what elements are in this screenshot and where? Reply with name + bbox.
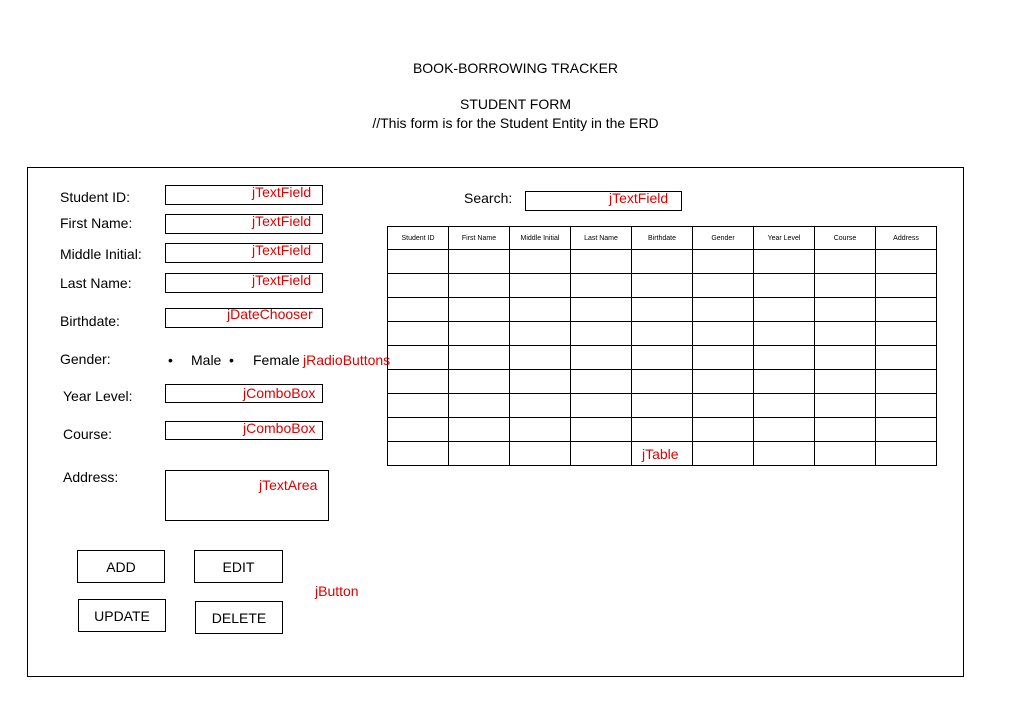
column-header-middle-initial[interactable]: Middle Initial bbox=[510, 227, 571, 250]
table-row[interactable] bbox=[388, 322, 937, 346]
table-cell[interactable] bbox=[876, 370, 937, 394]
table-cell[interactable] bbox=[693, 346, 754, 370]
gender-female-label: Female bbox=[253, 352, 300, 368]
table-cell[interactable] bbox=[510, 274, 571, 298]
table-cell[interactable] bbox=[571, 442, 632, 466]
table-cell[interactable] bbox=[510, 250, 571, 274]
table-header-row bbox=[388, 227, 937, 250]
table-cell[interactable] bbox=[876, 442, 937, 466]
address-label: Address: bbox=[63, 469, 119, 485]
table-cell[interactable] bbox=[754, 274, 815, 298]
form-title: STUDENT FORM bbox=[460, 96, 571, 112]
table-cell[interactable] bbox=[571, 370, 632, 394]
table-cell[interactable] bbox=[693, 442, 754, 466]
table-cell[interactable] bbox=[510, 442, 571, 466]
table-cell[interactable] bbox=[876, 394, 937, 418]
year-level-label: Year Level: bbox=[63, 388, 133, 404]
gender-male-label: Male bbox=[191, 352, 222, 368]
column-header-gender[interactable]: Gender bbox=[693, 227, 754, 250]
table-cell[interactable] bbox=[571, 418, 632, 442]
last-name-label: Last Name: bbox=[60, 275, 132, 291]
table-cell[interactable] bbox=[632, 298, 693, 322]
table-cell[interactable] bbox=[876, 418, 937, 442]
table-cell[interactable] bbox=[449, 394, 510, 418]
table-cell[interactable] bbox=[571, 298, 632, 322]
table-cell[interactable] bbox=[693, 418, 754, 442]
edit-button[interactable]: EDIT bbox=[194, 550, 283, 583]
table-cell[interactable] bbox=[510, 394, 571, 418]
table-cell[interactable] bbox=[388, 346, 449, 370]
table-cell[interactable] bbox=[693, 298, 754, 322]
gender-annotation: jRadioButtons bbox=[303, 352, 391, 368]
table-cell[interactable] bbox=[449, 346, 510, 370]
table-row[interactable] bbox=[388, 274, 937, 298]
table-cell[interactable] bbox=[754, 370, 815, 394]
table-cell[interactable] bbox=[510, 298, 571, 322]
table-cell[interactable] bbox=[388, 322, 449, 346]
table-row[interactable] bbox=[388, 346, 937, 370]
column-header-year-level[interactable]: Year Level bbox=[754, 227, 815, 250]
table-cell[interactable] bbox=[876, 298, 937, 322]
table-cell[interactable] bbox=[876, 274, 937, 298]
course-label: Course: bbox=[63, 426, 113, 442]
table-cell[interactable] bbox=[571, 250, 632, 274]
table-cell[interactable] bbox=[815, 394, 876, 418]
last-name-annotation: jTextField bbox=[252, 272, 312, 288]
table-cell[interactable] bbox=[388, 250, 449, 274]
table-cell[interactable] bbox=[754, 442, 815, 466]
table-cell[interactable] bbox=[388, 370, 449, 394]
column-header-birthdate[interactable]: Birthdate bbox=[632, 227, 693, 250]
table-cell[interactable] bbox=[815, 250, 876, 274]
middle-initial-label: Middle Initial: bbox=[60, 246, 142, 262]
table-cell[interactable] bbox=[388, 298, 449, 322]
table-cell[interactable] bbox=[754, 394, 815, 418]
table-cell[interactable] bbox=[571, 346, 632, 370]
course-annotation: jComboBox bbox=[243, 420, 316, 436]
table-cell[interactable] bbox=[632, 370, 693, 394]
table-cell[interactable] bbox=[815, 274, 876, 298]
gender-male-radio[interactable]: • bbox=[168, 352, 173, 368]
student-id-label: Student ID: bbox=[60, 189, 131, 205]
table-cell[interactable] bbox=[876, 322, 937, 346]
table-cell[interactable] bbox=[388, 274, 449, 298]
table-cell[interactable] bbox=[815, 370, 876, 394]
table-cell[interactable] bbox=[693, 322, 754, 346]
table-cell[interactable] bbox=[815, 346, 876, 370]
table-cell[interactable] bbox=[449, 370, 510, 394]
middle-initial-annotation: jTextField bbox=[252, 242, 312, 258]
column-header-course[interactable]: Course bbox=[815, 227, 876, 250]
table-row[interactable] bbox=[388, 418, 937, 442]
table-cell[interactable] bbox=[876, 250, 937, 274]
table-annotation: jTable bbox=[642, 446, 679, 462]
table-cell[interactable] bbox=[449, 250, 510, 274]
table-cell[interactable] bbox=[754, 250, 815, 274]
student-id-annotation: jTextField bbox=[252, 184, 312, 200]
search-annotation: jTextField bbox=[609, 190, 669, 206]
table-cell[interactable] bbox=[693, 250, 754, 274]
table-cell[interactable] bbox=[876, 346, 937, 370]
table-row[interactable] bbox=[388, 370, 937, 394]
table-cell[interactable] bbox=[449, 418, 510, 442]
table-cell[interactable] bbox=[449, 274, 510, 298]
table-cell[interactable] bbox=[693, 394, 754, 418]
birthdate-annotation: jDateChooser bbox=[227, 306, 313, 322]
table-cell[interactable] bbox=[693, 274, 754, 298]
search-label: Search: bbox=[464, 190, 513, 206]
table-cell[interactable] bbox=[632, 274, 693, 298]
table-cell[interactable] bbox=[632, 322, 693, 346]
student-table[interactable] bbox=[387, 226, 937, 466]
table-cell[interactable] bbox=[388, 442, 449, 466]
table-row[interactable] bbox=[388, 298, 937, 322]
table-cell[interactable] bbox=[449, 322, 510, 346]
gender-female-radio[interactable]: • bbox=[229, 352, 234, 368]
year-level-annotation: jComboBox bbox=[243, 385, 316, 401]
table-cell[interactable] bbox=[571, 274, 632, 298]
table-cell[interactable] bbox=[388, 394, 449, 418]
update-button[interactable]: UPDATE bbox=[78, 599, 166, 632]
table-cell[interactable] bbox=[510, 370, 571, 394]
add-button[interactable]: ADD bbox=[77, 550, 165, 583]
table-cell[interactable] bbox=[510, 322, 571, 346]
button-annotation: jButton bbox=[315, 583, 359, 599]
table-cell[interactable] bbox=[571, 322, 632, 346]
table-body bbox=[388, 250, 937, 466]
table-cell[interactable] bbox=[388, 418, 449, 442]
table-cell[interactable] bbox=[754, 322, 815, 346]
table-cell[interactable] bbox=[632, 346, 693, 370]
table-cell[interactable] bbox=[510, 346, 571, 370]
table-cell[interactable] bbox=[449, 442, 510, 466]
table-cell[interactable] bbox=[815, 322, 876, 346]
table-cell[interactable] bbox=[571, 394, 632, 418]
column-header-last-name[interactable]: Last Name bbox=[571, 227, 632, 250]
table-cell[interactable] bbox=[693, 370, 754, 394]
table-cell[interactable] bbox=[815, 418, 876, 442]
table-cell[interactable] bbox=[754, 418, 815, 442]
app-title: BOOK-BORROWING TRACKER bbox=[412, 60, 619, 76]
column-header-student-id[interactable]: Student ID bbox=[388, 227, 449, 250]
address-annotation: jTextArea bbox=[259, 477, 318, 493]
table-cell[interactable] bbox=[815, 442, 876, 466]
table-cell[interactable] bbox=[754, 346, 815, 370]
column-header-first-name[interactable]: First Name bbox=[449, 227, 510, 250]
table-row[interactable] bbox=[388, 394, 937, 418]
form-note: //This form is for the Student Entity in the ERD bbox=[372, 115, 659, 131]
table-cell[interactable] bbox=[632, 250, 693, 274]
table-cell[interactable] bbox=[632, 418, 693, 442]
delete-button[interactable]: DELETE bbox=[195, 601, 283, 634]
table-row[interactable] bbox=[388, 250, 937, 274]
gender-label: Gender: bbox=[60, 351, 111, 367]
first-name-annotation: jTextField bbox=[252, 213, 312, 229]
birthdate-label: Birthdate: bbox=[60, 313, 120, 329]
table-cell[interactable] bbox=[815, 298, 876, 322]
first-name-label: First Name: bbox=[60, 215, 133, 231]
column-header-address[interactable]: Address bbox=[876, 227, 937, 250]
table-cell[interactable] bbox=[449, 298, 510, 322]
table-cell[interactable] bbox=[510, 418, 571, 442]
table-cell[interactable] bbox=[754, 298, 815, 322]
table-cell[interactable] bbox=[632, 394, 693, 418]
